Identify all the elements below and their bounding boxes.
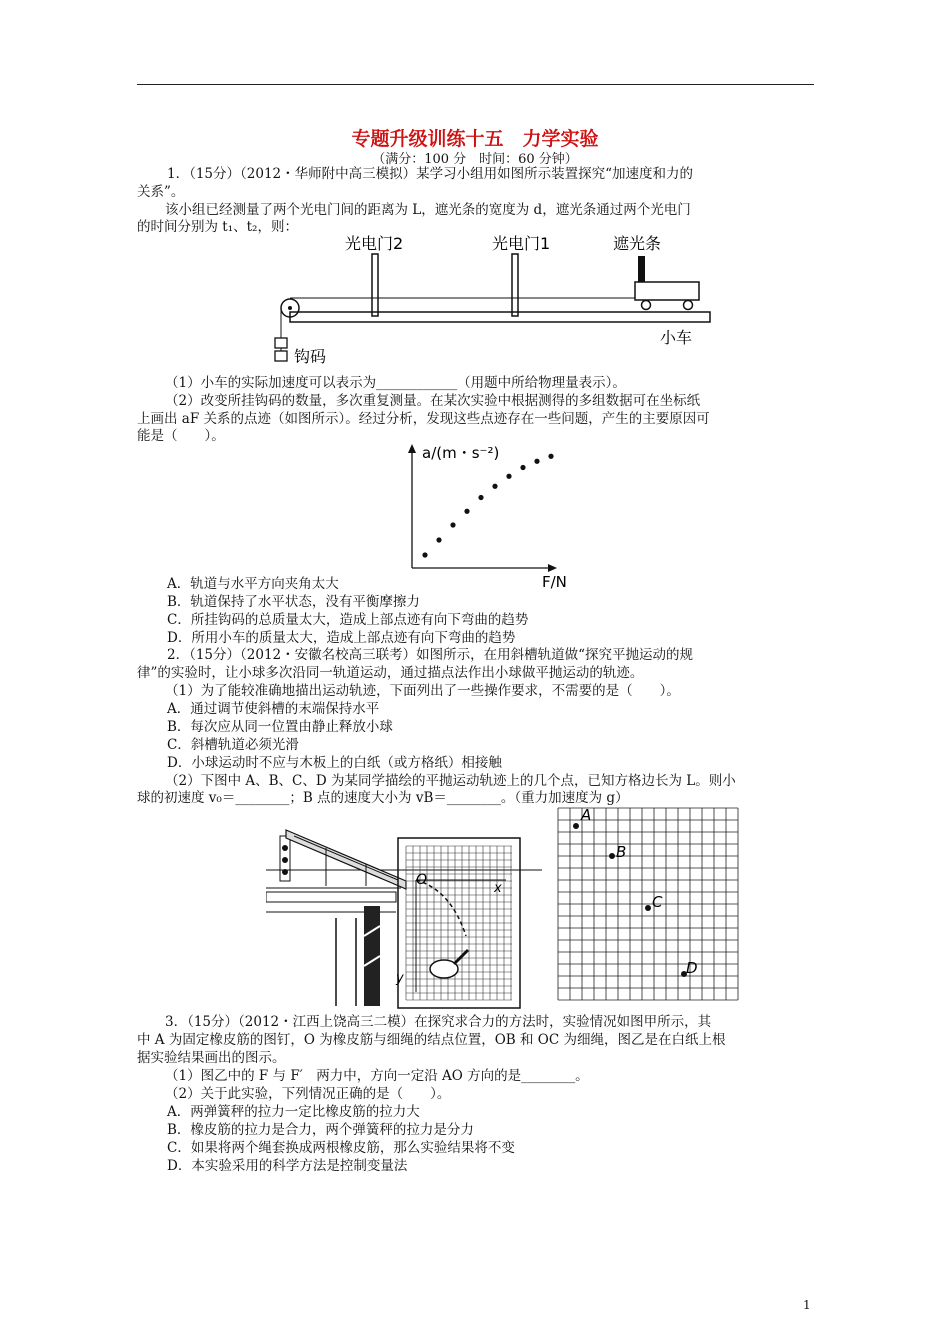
board-grid — [406, 846, 512, 1000]
point-a-label: A — [581, 806, 592, 824]
data-point — [422, 552, 427, 557]
q1-line: 关系”。 — [137, 184, 185, 200]
data-point — [548, 454, 553, 459]
cart-label: 小车 — [660, 328, 693, 347]
page-title: 专题升级训练十五 力学实验 — [351, 128, 599, 150]
q2-line: （1）为了能较准确地描出运动轨迹，下面列出了一些操作要求，不需要的是（ ）。 — [165, 683, 680, 699]
data-point — [464, 509, 469, 514]
trajectory-grid-figure — [556, 806, 740, 1006]
shade-label: 遮光条 — [613, 234, 662, 253]
q3-line: （1）图乙中的 F 与 F′ 两力中，方向一定沿 AO 方向的是________。 — [165, 1068, 589, 1084]
a-f-scatter-chart — [400, 442, 580, 590]
q3-option-a: A．两弹簧秤的拉力一定比橡皮筋的拉力大 — [167, 1104, 420, 1120]
q1-line: 该小组已经测量了两个光电门间的距离为 L，遮光条的宽度为 d，遮光条通过两个光电门 — [165, 202, 691, 218]
q2-option-b: B．每次应从同一位置由静止释放小球 — [167, 719, 393, 735]
q2-line: （2）下图中 A、B、C、D 为某同学描绘的平抛运动轨迹上的几个点，已知方格边长为 L。则小 — [165, 773, 736, 789]
q1-line: 能是（ ）。 — [137, 428, 225, 444]
data-point — [506, 474, 511, 479]
q1-option-c: C．所挂钩码的总质量太大，造成上部点迹有向下弯曲的趋势 — [167, 612, 529, 628]
data-point — [534, 459, 539, 464]
q1-line: 上画出 aF 关系的点迹（如图所示）。经过分析，发现这些点迹存在一些问题，产生的主要原因可 — [137, 411, 710, 427]
origin-label: O — [416, 872, 428, 888]
chart-x-label: F/N — [542, 573, 567, 590]
q3-line: （2）关于此实验，下列情况正确的是（ ）。 — [165, 1086, 451, 1102]
weight-label: 钩码 — [294, 347, 327, 366]
data-point — [520, 465, 525, 470]
page-subtitle: （满分：100 分 时间：60 分钟） — [372, 152, 578, 167]
data-point — [478, 495, 483, 500]
q1-option-a: A．轨道与水平方向夹角太大 — [167, 576, 339, 592]
q2-option-c: C．斜槽轨道必须光滑 — [167, 737, 299, 753]
point-b-label: B — [616, 843, 627, 861]
q3-line: 3．（15分）（2012・江西上饶高三二模）在探究求合力的方法时，实验情况如图甲所示，其 — [165, 1014, 712, 1030]
q2-option-d: D．小球运动时不应与木板上的白纸（或方格纸）相接触 — [167, 755, 502, 771]
photogate-apparatus-figure — [260, 232, 720, 374]
q2-line: 2．（15分）（2012・安徽名校高三联考）如图所示，在用斜槽轨道做“探究平抛运动的规 — [167, 647, 694, 663]
data-point — [436, 537, 441, 542]
q2-line: 球的初速度 v₀＝________；B 点的速度大小为 vB＝________。（重力加速度为 g） — [137, 790, 629, 806]
y-axis-label: y — [396, 971, 404, 986]
x-axis-label: x — [494, 881, 502, 896]
page-number: 1 — [803, 1298, 811, 1312]
q1-line: 1．（15分）（2012・华师附中高三模拟）某学习小组用如图所示装置探究“加速度和力的 — [167, 166, 694, 182]
q1-line: （2）改变所挂钩码的数量，多次重复测量。在某次实验中根据测得的多组数据可在坐标纸 — [165, 393, 701, 409]
chart-y-label: a/(m・s⁻²) — [422, 444, 500, 462]
q1-option-d: D．所用小车的质量太大，造成上部点迹有向下弯曲的趋势 — [167, 630, 516, 646]
q1-option-b: B．轨道保持了水平状态，没有平衡摩擦力 — [167, 594, 420, 610]
q3-option-d: D．本实验采用的科学方法是控制变量法 — [167, 1158, 408, 1174]
q3-line: 中 A 为固定橡皮筋的图钉，O 为橡皮筋与细绳的结点位置，OB 和 OC 为细绳，图乙是在白纸上根 — [137, 1032, 726, 1048]
gate2-label: 光电门2 — [345, 234, 404, 253]
q1-line: 的时间分别为 t₁、t₂，则： — [137, 219, 298, 235]
data-point — [492, 484, 497, 489]
data-point — [450, 522, 455, 527]
q3-option-c: C．如果将两个绳套换成两根橡皮筋，那么实验结果将不变 — [167, 1140, 515, 1156]
projectile-apparatus-figure — [266, 826, 542, 1012]
point-c-label: C — [652, 893, 663, 911]
point-d-label: D — [686, 959, 698, 977]
q1-line: （1）小车的实际加速度可以表示为____________（用题中所给物理量表示）。 — [165, 375, 626, 391]
q3-option-b: B．橡皮筋的拉力是合力，两个弹簧秤的拉力是分力 — [167, 1122, 474, 1138]
q3-line: 据实验结果画出的图示。 — [137, 1050, 286, 1066]
header-rule — [137, 84, 814, 85]
q2-option-a: A．通过调节使斜槽的末端保持水平 — [167, 701, 380, 717]
q2-line: 律”的实验时，让小球多次沿同一轨道运动，通过描点法作出小球做平抛运动的轨迹。 — [137, 665, 644, 681]
gate1-label: 光电门1 — [492, 234, 551, 253]
